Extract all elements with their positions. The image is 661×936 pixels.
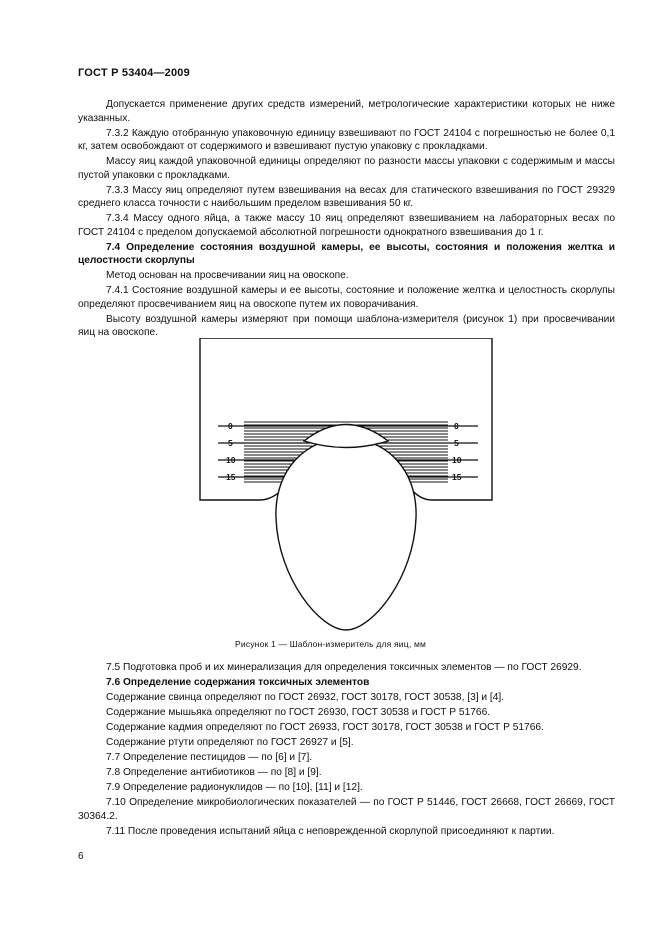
scale-label-left: 15 bbox=[226, 472, 236, 482]
paragraph: Содержание свинца определяют по ГОСТ 26932, ГОСТ 30178, ГОСТ 30538, [3] и [4]. bbox=[106, 692, 505, 703]
scale-label-left: 10 bbox=[226, 455, 236, 465]
paragraph: Высоту воздушной камеры измеряют при помощи шаблона-измерителя (рисунок 1) при просвечивании яиц на овоскопе. bbox=[78, 313, 615, 338]
document-header: ГОСТ Р 53404—2009 bbox=[78, 67, 190, 79]
paragraph: Содержание ртути определяют по ГОСТ 26927 и [5]. bbox=[106, 737, 354, 748]
paragraph: 7.7 Определение пестицидов — по [6] и [7]. bbox=[106, 752, 313, 763]
scale-label-right: 15 bbox=[452, 472, 462, 482]
paragraph: 7.3.3 Массу яиц определяют путем взвешивания на весах для статического взвешивания по ГОСТ 29329 среднего класса точности с наибольшим пределом взвешивания 50 кг. bbox=[78, 184, 615, 209]
paragraph: 7.10 Определение микробиологических показателей — по ГОСТ Р 51446, ГОСТ 26668, ГОСТ 26669, ГОСТ 30364.2. bbox=[78, 797, 615, 822]
paragraph: 7.3.2 Каждую отобранную упаковочную единицу взвешивают по ГОСТ 24104 с погрешностью не более 0,1 кг, затем освобождают от содержимого и взвешивают пустую упаковку с прокладками. bbox=[78, 127, 615, 152]
paragraph: 7.5 Подготовка проб и их минерализация для определения токсичных элементов — по ГОСТ 26929. bbox=[106, 662, 582, 673]
text-block-top bbox=[78, 98, 615, 340]
scale-label-right: 10 bbox=[452, 455, 462, 465]
paragraph: 7.3.4 Массу одного яйца, а также массу 10 яиц определяют взвешиванием на лабораторных весах по ГОСТ 24104 с пределом допускаемой абсолютной погрешности однократного взвешивания до 1 г. bbox=[78, 213, 615, 238]
page-number: 6 bbox=[78, 851, 84, 862]
paragraph: 7.4.1 Состояние воздушной камеры и ее высоты, состояние и положение желтка и целостность скорлупы определяют просвечиванием яиц на овоскопе путем их поворачивания. bbox=[78, 285, 615, 310]
egg-outline bbox=[276, 438, 416, 630]
section-heading: 7.6 Определение содержания токсичных элементов bbox=[106, 677, 370, 688]
paragraph: Допускается применение других средств измерений, метрологические характеристики которых не ниже указанных. bbox=[78, 99, 615, 124]
paragraph: Массу яиц каждой упаковочной единицы определяют по разности массы упаковки с содержимым и массы пустой упаковки с прокладками. bbox=[78, 156, 615, 181]
paragraph: 7.8 Определение антибиотиков — по [8] и [9]. bbox=[106, 767, 322, 778]
scale-label-left: 0 bbox=[228, 421, 233, 431]
egg-template-figure bbox=[196, 338, 496, 638]
paragraph: Содержание кадмия определяют по ГОСТ 26933, ГОСТ 30178, ГОСТ 30538 и ГОСТ Р 51766. bbox=[106, 722, 544, 733]
text-block-bottom bbox=[78, 661, 615, 838]
section-heading: 7.4 Определение состояния воздушной камеры, ее высоты, состояния и положения желтка и целостности скорлупы bbox=[78, 241, 615, 266]
paragraph: Содержание мышьяка определяют по ГОСТ 26930, ГОСТ 30538 и ГОСТ Р 51766. bbox=[106, 707, 491, 718]
paragraph: 7.9 Определение радионуклидов — по [10], [11] и [12]. bbox=[106, 782, 363, 793]
paragraph: 7.11 После проведения испытаний яйца с неповрежденной скорлупой присоединяют к партии. bbox=[106, 825, 555, 837]
scale-label-left: 5 bbox=[228, 438, 233, 448]
scale-label-right: 0 bbox=[454, 421, 459, 431]
paragraph: Метод основан на просвечивании яиц на овоскопе. bbox=[106, 270, 349, 281]
figure-caption: Рисунок 1 — Шаблон-измеритель для яиц, мм bbox=[234, 639, 427, 649]
scale-label-right: 5 bbox=[454, 438, 459, 448]
